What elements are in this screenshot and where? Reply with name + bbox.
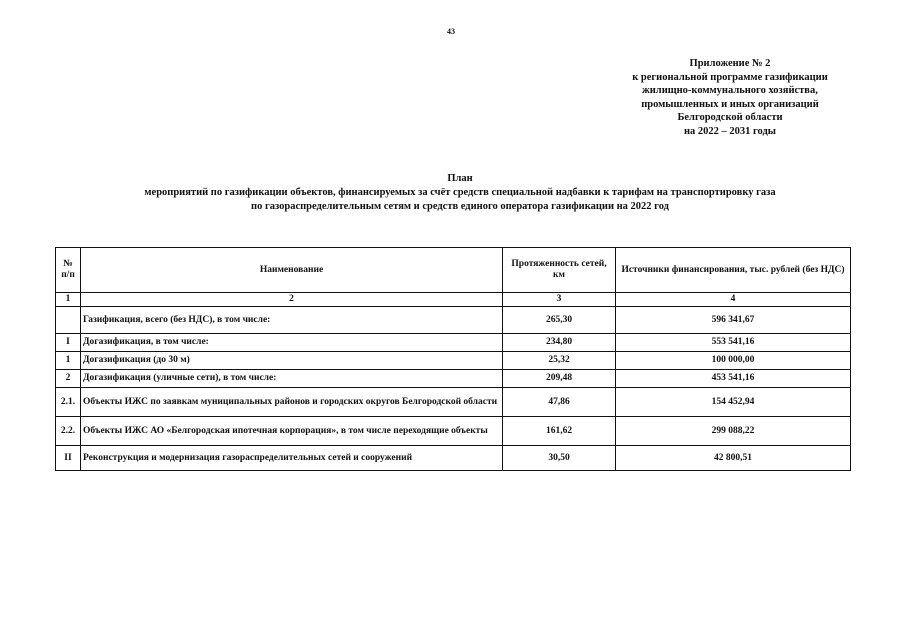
appendix-line: к региональной программе газификации	[632, 71, 828, 83]
page-number: 43	[447, 27, 455, 36]
row-funding: 299 088,22	[616, 417, 851, 446]
row-num: 2	[56, 370, 81, 388]
row-name: Объекты ИЖС АО «Белгородская ипотечная корпорация», в том числе переходящие объекты	[81, 417, 503, 446]
row-funding: 453 541,16	[616, 370, 851, 388]
row-funding: 553 541,16	[616, 334, 851, 352]
row-length: 265,30	[503, 307, 616, 334]
appendix-block	[600, 57, 860, 139]
row-funding: 100 000,00	[616, 352, 851, 370]
table-row	[56, 334, 851, 352]
plan-subtitle-line2: по газораспределительным сетям и средств единого оператора газификации на 2022 год	[251, 200, 669, 212]
row-length: 234,80	[503, 334, 616, 352]
plan-heading	[70, 172, 850, 213]
header-name: Наименование	[81, 248, 503, 293]
row-length: 25,32	[503, 352, 616, 370]
row-num	[56, 307, 81, 334]
header-funding: Источники финансирования, тыс. рублей (без НДС)	[616, 248, 851, 293]
appendix-line: Белгородской области	[677, 112, 783, 124]
appendix-line: на 2022 – 2031 годы	[683, 125, 776, 137]
table-row	[56, 370, 851, 388]
row-funding: 154 452,94	[616, 388, 851, 417]
table-row	[56, 388, 851, 417]
row-name: Догазификация, в том числе:	[81, 334, 503, 352]
column-number: 1	[56, 293, 81, 307]
table-row	[56, 446, 851, 471]
table-row	[56, 307, 851, 334]
plan-subtitle-line1: мероприятий по газификации объектов, финансируемых за счёт средств специальной надбавки к тарифам на транспортировку газа	[144, 186, 776, 198]
row-length: 47,86	[503, 388, 616, 417]
column-number: 2	[81, 293, 503, 307]
column-number-row	[56, 293, 851, 307]
table-row	[56, 417, 851, 446]
row-num: I	[56, 334, 81, 352]
row-num: 2.1.	[56, 388, 81, 417]
appendix-line: жилищно-коммунального хозяйства,	[642, 85, 818, 97]
row-name: Догазификация (до 30 м)	[81, 352, 503, 370]
header-num: № п/п	[56, 248, 81, 293]
row-name: Догазификация (уличные сети), в том числе:	[81, 370, 503, 388]
appendix-line: Приложение № 2	[689, 58, 771, 69]
row-funding: 42 800,51	[616, 446, 851, 471]
column-number: 3	[503, 293, 616, 307]
row-num: 1	[56, 352, 81, 370]
row-name: Объекты ИЖС по заявкам муниципальных районов и городских округов Белгородской области	[81, 388, 503, 417]
row-name: Реконструкция и модернизация газораспределительных сетей и сооружений	[81, 446, 503, 471]
table-header-row	[56, 248, 851, 293]
plan-table	[55, 247, 851, 471]
row-length: 30,50	[503, 446, 616, 471]
header-length: Протяженность сетей, км	[503, 248, 616, 293]
column-number: 4	[616, 293, 851, 307]
row-num: 2.2.	[56, 417, 81, 446]
plan-title: План	[447, 173, 473, 184]
row-funding: 596 341,67	[616, 307, 851, 334]
row-length: 161,62	[503, 417, 616, 446]
table-row	[56, 352, 851, 370]
row-length: 209,48	[503, 370, 616, 388]
row-num: II	[56, 446, 81, 471]
row-name: Газификация, всего (без НДС), в том числе:	[81, 307, 503, 334]
appendix-line: промышленных и иных организаций	[641, 98, 819, 110]
